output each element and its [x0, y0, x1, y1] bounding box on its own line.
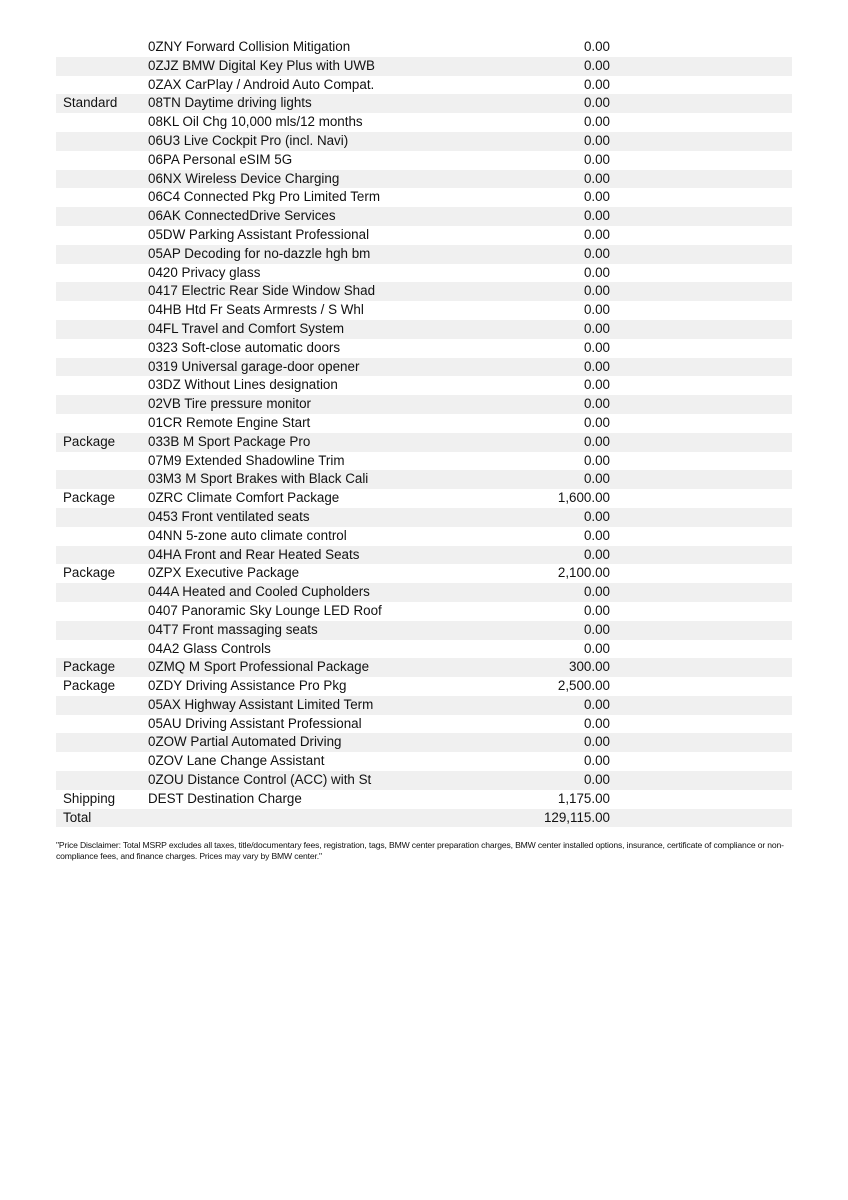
row-description: 0ZJZ BMW Digital Key Plus with UWB: [148, 57, 375, 73]
row-description: 06PA Personal eSIM 5G: [148, 151, 293, 167]
table-row: [56, 358, 792, 377]
row-price: 0.00: [583, 584, 610, 600]
row-description: 06C4 Connected Pkg Pro Limited Term: [148, 189, 380, 205]
row-category: Package: [63, 678, 116, 694]
row-price: 0.00: [583, 132, 610, 148]
table-row: [56, 414, 792, 433]
row-description: 01CR Remote Engine Start: [148, 414, 311, 430]
row-category: Package: [63, 659, 116, 675]
table-row: [56, 771, 792, 790]
table-row: [56, 696, 792, 715]
table-row: [56, 752, 792, 771]
table-row: [56, 170, 792, 189]
row-category: Package: [63, 565, 116, 581]
row-description: DEST Destination Charge: [148, 790, 302, 806]
table-row: [56, 245, 792, 264]
table-row: [56, 658, 792, 677]
row-category: Total: [63, 809, 92, 825]
row-description: 0407 Panoramic Sky Lounge LED Roof: [148, 602, 382, 618]
row-price: 0.00: [583, 452, 610, 468]
row-price: 129,115.00: [543, 809, 610, 825]
row-description: 07M9 Extended Shadowline Trim: [148, 452, 345, 468]
row-description: 0ZOW Partial Automated Driving: [148, 734, 342, 750]
row-price: 0.00: [583, 39, 610, 54]
row-description: 05DW Parking Assistant Professional: [148, 226, 370, 242]
row-description: 0ZDY Driving Assistance Pro Pkg: [148, 678, 347, 694]
row-price: 0.00: [583, 772, 610, 788]
table-row: [56, 94, 792, 113]
row-description: 04NN 5-zone auto climate control: [148, 527, 347, 543]
table-row: [56, 809, 792, 828]
table-row: [56, 376, 792, 395]
row-price: 0.00: [583, 95, 610, 111]
table-row: [56, 715, 792, 734]
row-price: 0.00: [583, 546, 610, 562]
row-description: 02VB Tire pressure monitor: [148, 396, 311, 412]
row-price: 0.00: [583, 471, 610, 487]
row-description: 04HA Front and Rear Heated Seats: [148, 546, 360, 562]
row-description: 0417 Electric Rear Side Window Shad: [148, 283, 376, 299]
row-description: 0420 Privacy glass: [148, 264, 261, 280]
row-description: 06U3 Live Cockpit Pro (incl. Navi): [148, 132, 349, 148]
row-price: 0.00: [583, 734, 610, 750]
row-price: 0.00: [583, 264, 610, 280]
row-description: 06AK ConnectedDrive Services: [148, 208, 336, 224]
row-description: 0ZOV Lane Change Assistant: [148, 753, 325, 769]
table-row: [56, 320, 792, 339]
row-description: 05AP Decoding for no-dazzle hgh bm: [148, 245, 371, 261]
row-price: 1,175.00: [557, 790, 610, 806]
row-description: 04A2 Glass Controls: [148, 640, 271, 656]
table-row: [56, 57, 792, 76]
table-row: [56, 677, 792, 696]
table-row: [56, 207, 792, 226]
table-row: [56, 433, 792, 452]
row-price: 0.00: [583, 640, 610, 656]
row-price: 0.00: [583, 715, 610, 731]
row-price: 0.00: [583, 696, 610, 712]
table-row: [56, 733, 792, 752]
row-description: 0ZNY Forward Collision Mitigation: [148, 39, 351, 54]
table-row: [56, 151, 792, 170]
row-price: 0.00: [583, 753, 610, 769]
row-description: 0323 Soft-close automatic doors: [148, 339, 341, 355]
row-price: 0.00: [583, 358, 610, 374]
table-row: [56, 470, 792, 489]
row-price: 0.00: [583, 170, 610, 186]
row-description: 03DZ Without Lines designation: [148, 377, 338, 393]
row-description: 0453 Front ventilated seats: [148, 508, 310, 524]
row-description: 0ZAX CarPlay / Android Auto Compat.: [148, 76, 375, 92]
table-row: [56, 583, 792, 602]
table-row: [56, 132, 792, 151]
table-row: [56, 602, 792, 621]
row-category: Shipping: [63, 790, 116, 806]
table-row: [56, 395, 792, 414]
row-description: 0ZPX Executive Package: [148, 565, 300, 581]
table-row: [56, 226, 792, 245]
row-price: 0.00: [583, 602, 610, 618]
table-row: [56, 527, 792, 546]
table-row: [56, 452, 792, 471]
row-description: 06NX Wireless Device Charging: [148, 170, 340, 186]
row-price: 0.00: [583, 151, 610, 167]
row-description: 04HB Htd Fr Seats Armrests / S Whl: [148, 302, 364, 318]
table-row: [56, 76, 792, 95]
row-price: 1,600.00: [557, 490, 610, 506]
row-price: 0.00: [583, 76, 610, 92]
table-row: [56, 621, 792, 640]
row-price: 300.00: [569, 659, 610, 675]
price-table: [56, 38, 792, 827]
table-row: [56, 640, 792, 659]
row-description: 0ZRC Climate Comfort Package: [148, 490, 340, 506]
row-price: 2,100.00: [557, 565, 610, 581]
table-row: [56, 339, 792, 358]
table-row: [56, 301, 792, 320]
table-row: [56, 790, 792, 809]
row-price: 0.00: [583, 283, 610, 299]
table-row: [56, 508, 792, 527]
row-price: 0.00: [583, 396, 610, 412]
row-description: 05AX Highway Assistant Limited Term: [148, 696, 374, 712]
row-price: 0.00: [583, 377, 610, 393]
row-category: Package: [63, 490, 116, 506]
row-description: 044A Heated and Cooled Cupholders: [148, 584, 370, 600]
row-description: 04T7 Front massaging seats: [148, 621, 318, 637]
table-row: [56, 38, 792, 57]
row-description: 08KL Oil Chg 10,000 mls/12 months: [148, 114, 363, 130]
row-price: 0.00: [583, 245, 610, 261]
row-category: Package: [63, 433, 116, 449]
row-description: 03M3 M Sport Brakes with Black Cali: [148, 471, 369, 487]
row-price: 2,500.00: [557, 678, 610, 694]
row-description: 0ZMQ M Sport Professional Package: [148, 659, 370, 675]
row-price: 0.00: [583, 339, 610, 355]
row-description: 0ZOU Distance Control (ACC) with St: [148, 772, 372, 788]
table-row: [56, 113, 792, 132]
row-price: 0.00: [583, 508, 610, 524]
row-price: 0.00: [583, 208, 610, 224]
row-description: 05AU Driving Assistant Professional: [148, 715, 362, 731]
table-row: [56, 264, 792, 283]
table-row: [56, 188, 792, 207]
row-description: 08TN Daytime driving lights: [148, 95, 312, 111]
row-price: 0.00: [583, 302, 610, 318]
row-description: 0319 Universal garage-door opener: [148, 358, 360, 374]
table-row: [56, 564, 792, 583]
row-price: 0.00: [583, 414, 610, 430]
row-price: 0.00: [583, 189, 610, 205]
row-price: 0.00: [583, 320, 610, 336]
row-price: 0.00: [583, 114, 610, 130]
table-row: [56, 546, 792, 565]
row-price: 0.00: [583, 226, 610, 242]
row-price: 0.00: [583, 57, 610, 73]
row-description: 033B M Sport Package Pro: [148, 433, 311, 449]
row-price: 0.00: [583, 433, 610, 449]
row-description: 04FL Travel and Comfort System: [148, 320, 344, 336]
price-disclaimer: "Price Disclaimer: Total MSRP excludes all taxes, title/documentary fees, registration, tags, BMW center preparation charges, BMW center installed options, insurance, certificate of compliance or non-compliance fees, and finance charges. Prices may vary by BMW center.": [56, 840, 784, 861]
row-price: 0.00: [583, 527, 610, 543]
table-row: [56, 282, 792, 301]
row-price: 0.00: [583, 621, 610, 637]
row-category: Standard: [63, 95, 118, 111]
table-row: [56, 489, 792, 508]
